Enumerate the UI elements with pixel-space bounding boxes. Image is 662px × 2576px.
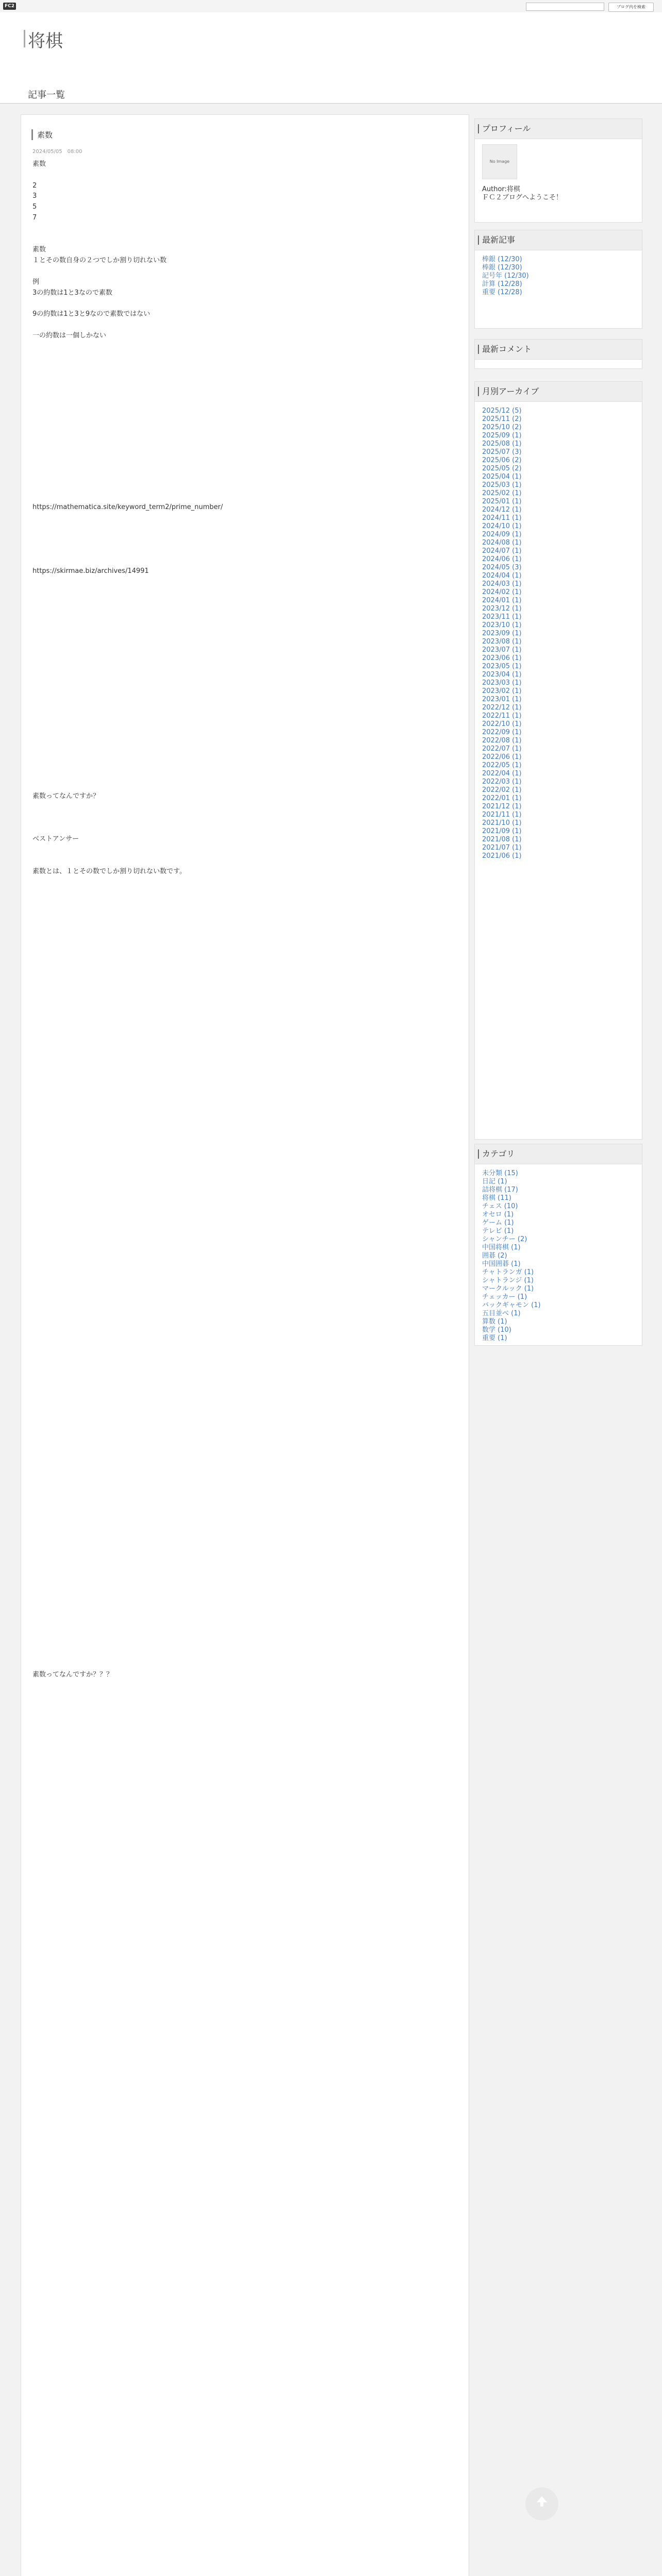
archive-month-link[interactable]: 2023/02 (1): [482, 687, 522, 695]
archive-month-link[interactable]: 2023/11 (1): [482, 613, 522, 621]
archive-month-link[interactable]: 2024/08 (1): [482, 539, 522, 547]
arrow-up-icon: [535, 2494, 549, 2509]
category-list: [475, 1164, 642, 1348]
sidebar-profile: [474, 118, 642, 223]
archive-month-link[interactable]: 2024/12 (1): [482, 506, 522, 514]
archive-month-link[interactable]: 2025/04 (1): [482, 473, 522, 481]
entry-body: 素数 2 3 5 7 素数 １とその数自身の２つでしか割り切れない数 例 3の約数は1と3なので素数 9の約数は1と3と9なので素数ではない 一の約数は一個しかない https://mathematica.site/keyword_term2/prime_number/ https://skirmae.biz/archives/14991 素数ってなんですか？ ベストアンサー 素数とは、１とその数でしか割り切れない数です。 素数ってなんですか？？？: [32, 160, 223, 1679]
archive-month-link[interactable]: 2022/05 (1): [482, 761, 522, 769]
top-search-button[interactable]: ブログ内を検索: [608, 3, 654, 12]
top-search-input[interactable]: [526, 3, 604, 11]
archive-month-link[interactable]: 2023/08 (1): [482, 638, 522, 646]
category-link[interactable]: チェス (10): [482, 1202, 518, 1210]
category-link[interactable]: 中国将棋 (1): [482, 1244, 521, 1251]
avatar: No Image: [482, 144, 517, 179]
top-bar: [0, 0, 662, 13]
article-list-link[interactable]: 記事一覧: [28, 90, 65, 100]
category-link[interactable]: 日記 (1): [482, 1178, 507, 1185]
archive-month-link[interactable]: 2023/07 (1): [482, 646, 522, 654]
archive-month-link[interactable]: 2023/12 (1): [482, 605, 522, 613]
entry-title[interactable]: 素数: [31, 129, 53, 140]
archive-month-link[interactable]: 2023/05 (1): [482, 663, 522, 670]
archive-month-link[interactable]: 2024/02 (1): [482, 588, 522, 596]
archive-month-link[interactable]: 2021/06 (1): [482, 852, 522, 860]
category-link[interactable]: 詰将棋 (17): [482, 1186, 518, 1194]
category-link[interactable]: チェッカー (1): [482, 1293, 527, 1301]
archive-month-link[interactable]: 2024/01 (1): [482, 597, 522, 604]
blog-header: [0, 12, 662, 104]
archive-month-link[interactable]: 2025/08 (1): [482, 440, 522, 448]
category-link[interactable]: テレビ (1): [482, 1227, 514, 1235]
archive-month-link[interactable]: 2021/11 (1): [482, 811, 522, 819]
archive-month-link[interactable]: 2024/05 (3): [482, 564, 522, 571]
category-link[interactable]: 五目並べ (1): [482, 1310, 521, 1317]
archive-list: [475, 402, 642, 866]
archive-month-link[interactable]: 2023/09 (1): [482, 630, 522, 637]
main-entry: [21, 114, 469, 2576]
archive-month-link[interactable]: 2023/04 (1): [482, 671, 522, 679]
category-link[interactable]: バックギャモン (1): [482, 1301, 541, 1309]
archive-month-link[interactable]: 2023/01 (1): [482, 696, 522, 703]
category-link[interactable]: 算数 (1): [482, 1318, 507, 1326]
scroll-to-top-button[interactable]: [525, 2487, 558, 2520]
archive-month-link[interactable]: 2025/06 (2): [482, 456, 522, 464]
archive-month-link[interactable]: 2024/03 (1): [482, 580, 522, 588]
archive-heading: 月別アーカイブ: [475, 382, 642, 402]
sidebar-comments: [474, 339, 642, 369]
profile-author: Author:将棋: [482, 185, 520, 193]
archive-month-link[interactable]: 2025/05 (2): [482, 465, 522, 472]
archive-month-link[interactable]: 2021/08 (1): [482, 836, 522, 843]
archive-month-link[interactable]: 2023/03 (1): [482, 679, 522, 687]
sidebar-categories: [474, 1144, 642, 1346]
category-link[interactable]: 数学 (10): [482, 1326, 511, 1334]
recent-article-link[interactable]: 棒銀 (12/30): [482, 256, 522, 263]
archive-month-link[interactable]: 2022/12 (1): [482, 704, 522, 711]
archive-month-link[interactable]: 2022/11 (1): [482, 712, 522, 720]
archive-month-link[interactable]: 2022/07 (1): [482, 745, 522, 753]
category-link[interactable]: シャンチー (2): [482, 1235, 527, 1243]
profile-welcome: ＦＣ２ブログへようこそ！: [482, 194, 563, 201]
category-link[interactable]: 将棋 (11): [482, 1194, 511, 1202]
recent-article-link[interactable]: 計算 (12/28): [482, 280, 522, 288]
archive-month-link[interactable]: 2022/01 (1): [482, 794, 522, 802]
archive-month-link[interactable]: 2022/09 (1): [482, 728, 522, 736]
archive-month-link[interactable]: 2025/01 (1): [482, 498, 522, 505]
archive-month-link[interactable]: 2025/10 (2): [482, 423, 522, 431]
comments-heading: 最新コメント: [475, 340, 642, 360]
archive-month-link[interactable]: 2021/12 (1): [482, 803, 522, 810]
fc2-logo[interactable]: FC2: [3, 3, 16, 10]
archive-month-link[interactable]: 2023/06 (1): [482, 654, 522, 662]
archive-month-link[interactable]: 2025/12 (5): [482, 407, 522, 415]
sidebar-archive: [474, 381, 642, 1140]
recent-article-link[interactable]: 記号年 (12/30): [482, 272, 529, 280]
archive-month-link[interactable]: 2024/10 (1): [482, 522, 522, 530]
archive-month-link[interactable]: 2023/10 (1): [482, 621, 522, 629]
entry-date: 2024/05/05 08:00: [32, 149, 82, 155]
category-link[interactable]: シャトランジ (1): [482, 1277, 534, 1284]
category-link[interactable]: 重要 (1): [482, 1334, 507, 1342]
archive-month-link[interactable]: 2024/04 (1): [482, 572, 522, 580]
sidebar-recent: [474, 230, 642, 329]
archive-month-link[interactable]: 2024/06 (1): [482, 555, 522, 563]
recent-article-link[interactable]: 重要 (12/28): [482, 289, 522, 296]
archive-month-link[interactable]: 2022/10 (1): [482, 720, 522, 728]
categories-heading: カテゴリ: [475, 1144, 642, 1164]
profile-heading: プロフィール: [475, 119, 642, 139]
archive-month-link[interactable]: 2025/09 (1): [482, 432, 522, 439]
blog-title[interactable]: 将棋: [28, 27, 63, 52]
archive-month-link[interactable]: 2022/02 (1): [482, 786, 522, 794]
archive-month-link[interactable]: 2024/11 (1): [482, 514, 522, 522]
archive-month-link[interactable]: 2021/10 (1): [482, 819, 522, 827]
archive-month-link[interactable]: 2025/11 (2): [482, 415, 522, 423]
archive-month-link[interactable]: 2024/07 (1): [482, 547, 522, 555]
archive-month-link[interactable]: 2022/08 (1): [482, 737, 522, 744]
archive-month-link[interactable]: 2022/03 (1): [482, 778, 522, 786]
archive-month-link[interactable]: 2025/07 (3): [482, 448, 522, 456]
recent-article-link[interactable]: 棒銀 (12/30): [482, 264, 522, 272]
recent-list: [475, 250, 642, 302]
category-link[interactable]: 囲碁 (2): [482, 1252, 507, 1260]
category-link[interactable]: オセロ (1): [482, 1211, 514, 1218]
category-link[interactable]: 中国囲碁 (1): [482, 1260, 521, 1268]
category-link[interactable]: チャトランガ (1): [482, 1268, 534, 1276]
category-link[interactable]: ゲーム (1): [482, 1219, 514, 1227]
archive-month-link[interactable]: 2025/03 (1): [482, 481, 522, 489]
archive-month-link[interactable]: 2021/09 (1): [482, 827, 522, 835]
recent-heading: 最新記事: [475, 230, 642, 250]
category-link[interactable]: 未分類 (15): [482, 1170, 518, 1177]
archive-month-link[interactable]: 2021/07 (1): [482, 844, 522, 852]
archive-month-link[interactable]: 2025/02 (1): [482, 489, 522, 497]
archive-month-link[interactable]: 2022/06 (1): [482, 753, 522, 761]
archive-month-link[interactable]: 2022/04 (1): [482, 770, 522, 777]
category-link[interactable]: マークルック (1): [482, 1285, 534, 1293]
archive-month-link[interactable]: 2024/09 (1): [482, 531, 522, 538]
